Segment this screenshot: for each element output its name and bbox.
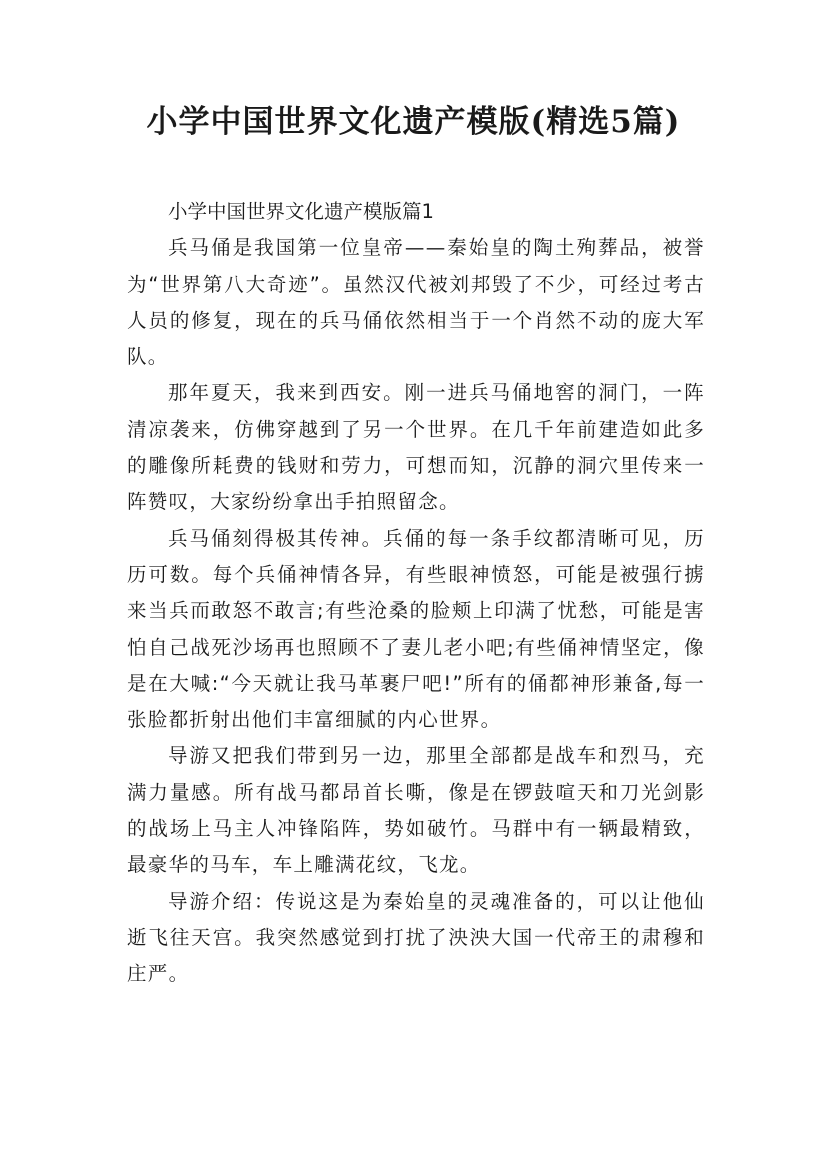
section-heading: 小学中国世界文化遗产模版篇1 — [168, 200, 434, 223]
paragraph-1: 兵马俑是我国第一位皇帝——秦始皇的陶土殉葬品，被誉为“世界第八大奇迹”。虽然汉代被刘邦毁了不少，可经过考古人员的修复，现在的兵马俑依然相当于一个肖然不动的庞大军队。 — [127, 236, 705, 369]
paragraph-2: 那年夏天，我来到西安。刚一进兵马俑地窖的洞门，一阵清凉袭来，仿佛穿越到了另一个世界。在几千年前建造如此多的雕像所耗费的钱财和劳力，可想而知，沉静的洞穴里传来一阵赞叹，大家纷纷拿出手拍照留念。 — [127, 381, 705, 514]
paragraph-4: 导游又把我们带到另一边，那里全部都是战车和烈马，充满力量感。所有战马都昂首长嘶，像是在锣鼓喧天和刀光剑影的战场上马主人冲锋陷阵，势如破竹。马群中有一辆最精致，最豪华的马车，车上雕满花纹，飞龙。 — [127, 744, 705, 877]
document-body — [127, 194, 705, 993]
paragraph-3: 兵马俑刻得极其传神。兵俑的每一条手纹都清晰可见，历历可数。每个兵俑神情各异，有些眼神愤怒，可能是被强行掳来当兵而敢怒不敢言;有些沧桑的脸颊上印满了忧愁，可能是害怕自己战死沙场再也照顾不了妻儿老小吧;有些俑神情坚定，像是在大喊:“今天就让我马革裹尸吧!”所有的俑都神形兼备,每一张脸都折射出他们丰富细腻的内心世界。 — [127, 526, 705, 732]
document-title: 小学中国世界文化遗产模版(精选5篇) — [146, 104, 681, 140]
paragraph-5: 导游介绍：传说这是为秦始皇的灵魂准备的，可以让他仙逝飞往天宫。我突然感觉到打扰了泱泱大国一代帝王的肃穆和庄严。 — [127, 889, 705, 986]
